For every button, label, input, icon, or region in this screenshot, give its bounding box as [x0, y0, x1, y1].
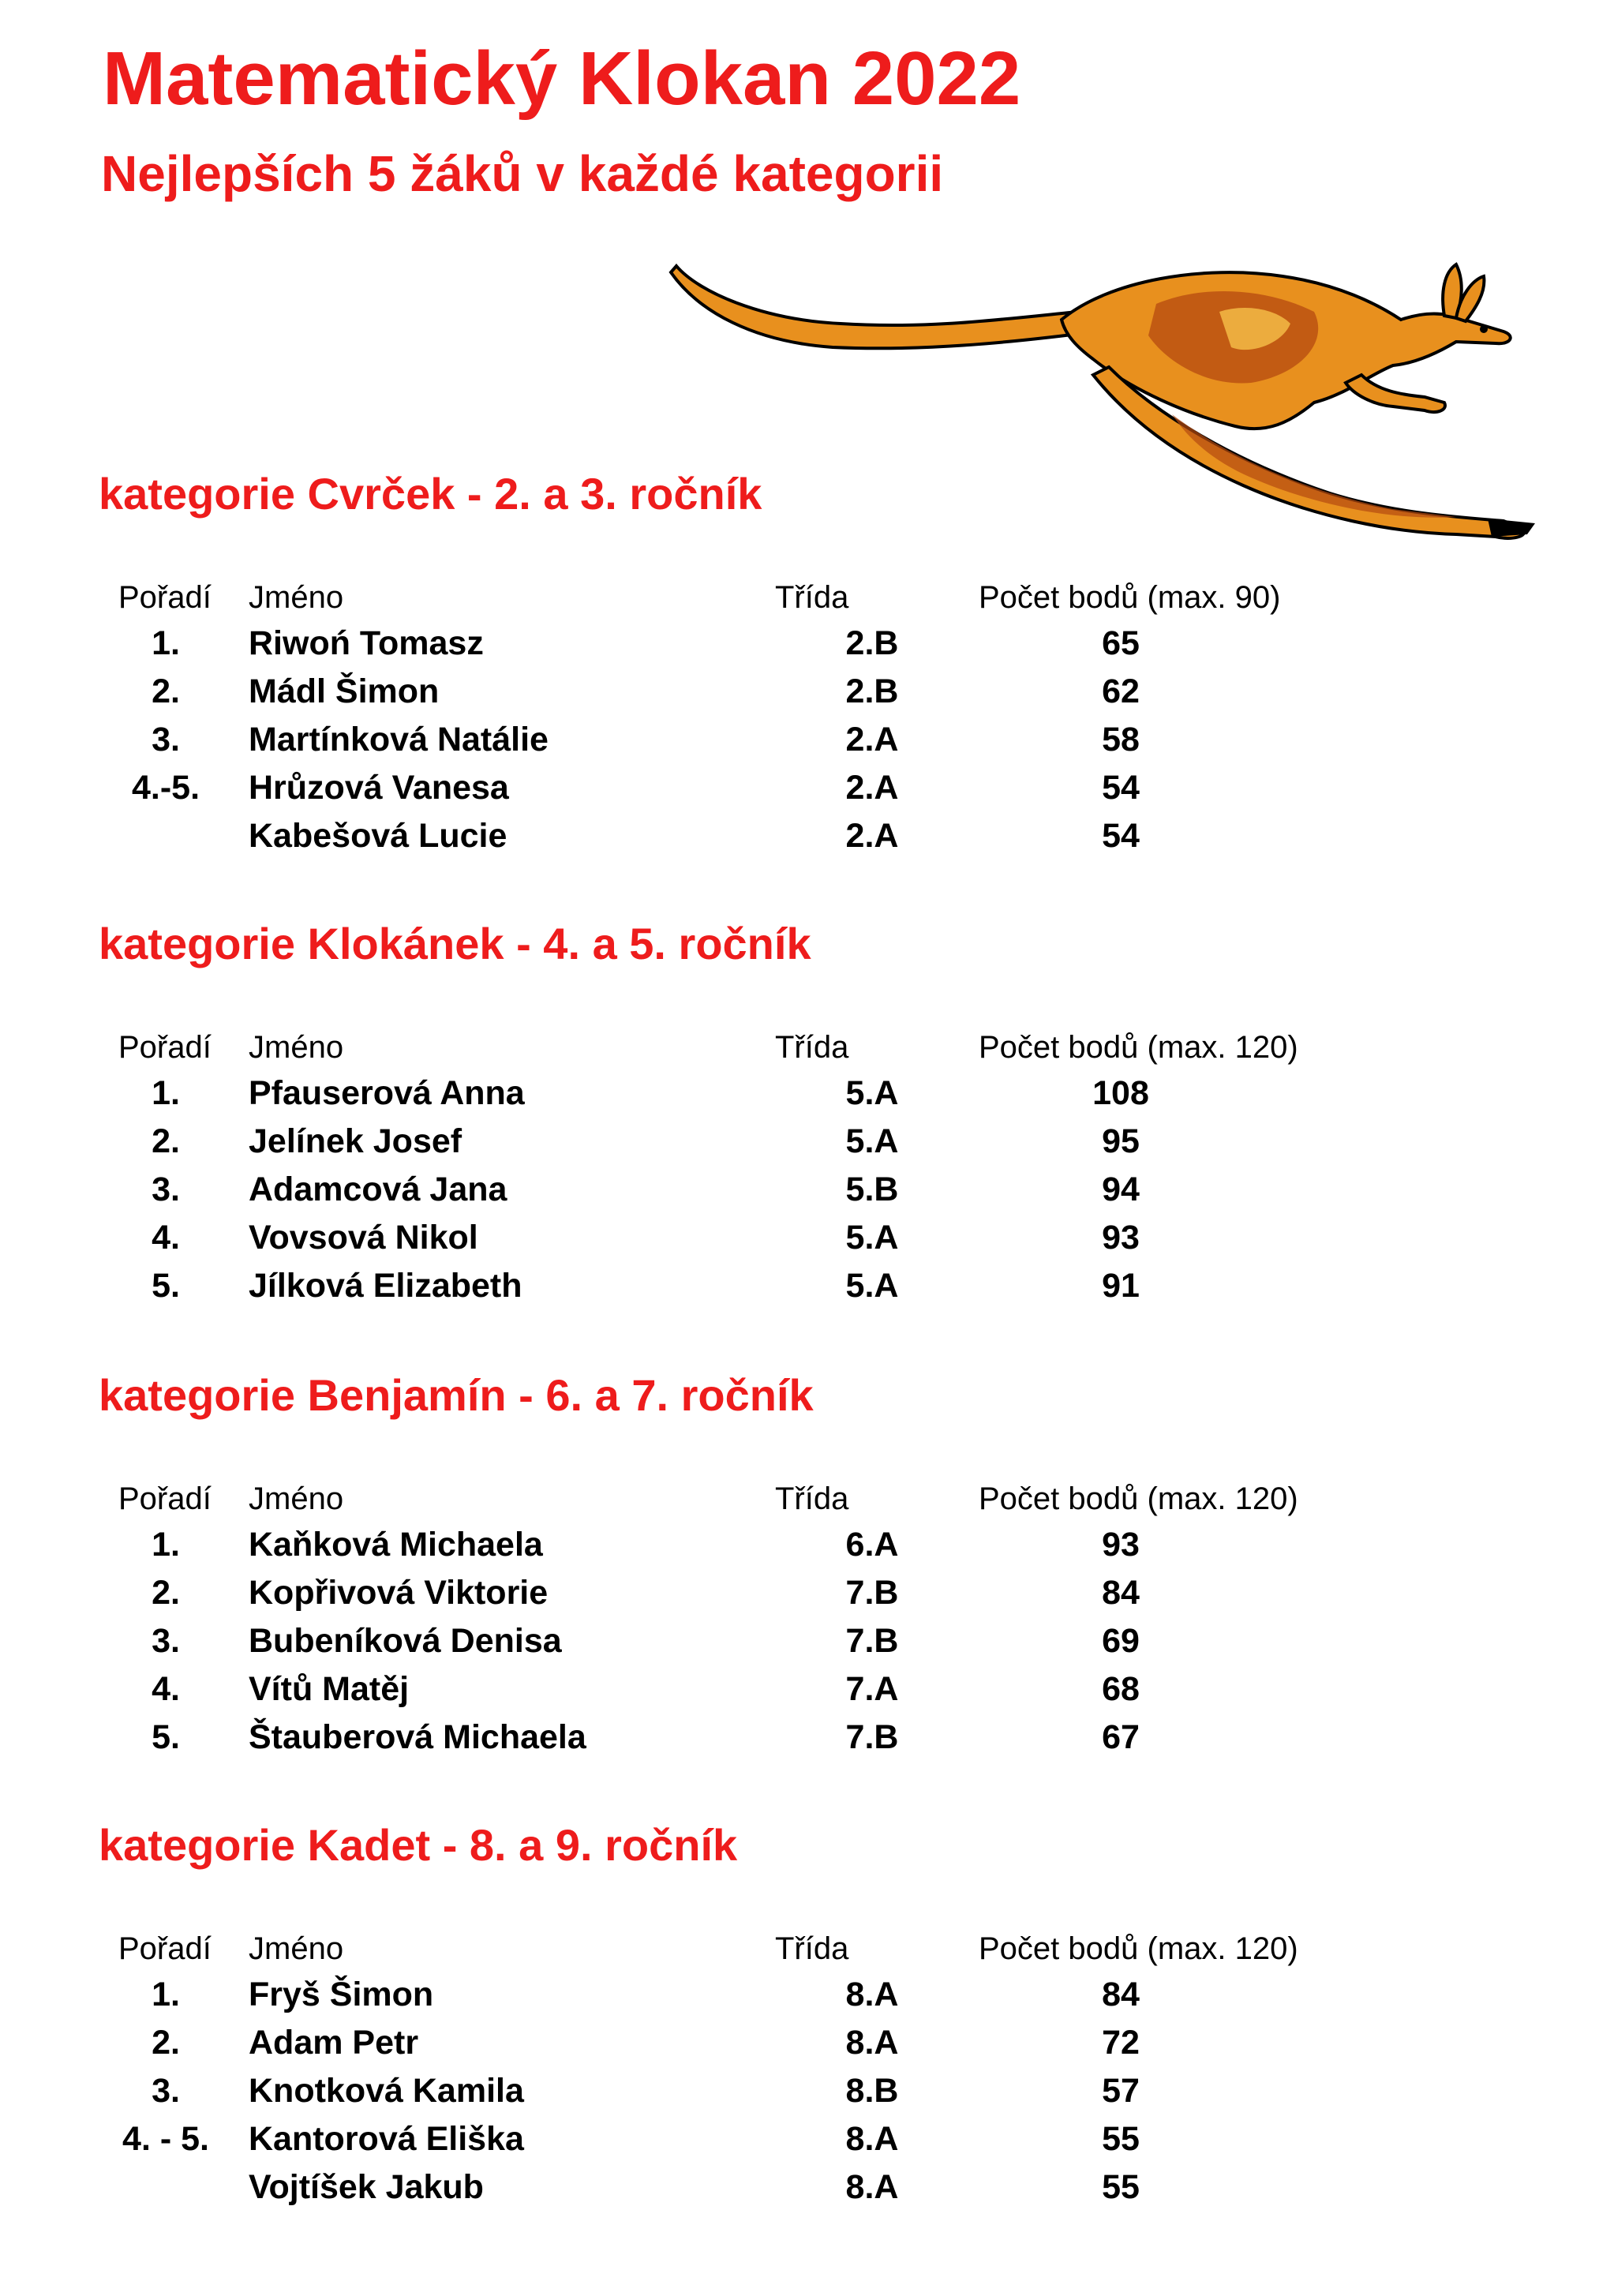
category-heading: kategorie Kadet - 8. a 9. ročník [99, 1820, 738, 1870]
student-name-cell: Knotková Kamila [249, 2072, 524, 2110]
student-name-cell: Fryš Šimon [249, 1976, 434, 2013]
table-header [0, 1032, 1599, 1079]
table-row [0, 723, 1599, 770]
student-name-cell: Jílková Elizabeth [249, 1267, 522, 1305]
student-name-cell: Pfauserová Anna [249, 1074, 525, 1112]
student-name-cell: Martínková Natálie [249, 721, 549, 758]
class-cell: 8.A [845, 1976, 899, 2013]
student-name-cell: Adam Petr [249, 2024, 419, 2062]
table-row [0, 1672, 1599, 1720]
class-cell: 7.B [845, 1622, 899, 1660]
class-cell: 5.A [845, 1074, 899, 1112]
points-cell: 94 [1102, 1170, 1140, 1208]
column-header-class: Třída [775, 1481, 849, 1516]
table-row [0, 1718, 1599, 1768]
student-name-cell: Vojtíšek Jakub [249, 2168, 484, 2206]
class-cell: 6.A [845, 1526, 899, 1564]
column-header-rank: Pořadí [118, 1931, 212, 1966]
points-cell: 91 [1102, 1267, 1140, 1305]
category-heading: kategorie Cvrček - 2. a 3. ročník [99, 469, 762, 519]
rank-cell: 4.-5. [131, 769, 200, 807]
column-header-name: Jméno [249, 1931, 344, 1966]
points-cell: 57 [1102, 2072, 1140, 2110]
points-cell: 72 [1102, 2024, 1140, 2062]
column-header-name: Jméno [249, 1481, 344, 1516]
student-name-cell: Hrůzová Vanesa [249, 769, 509, 807]
points-cell: 65 [1102, 624, 1140, 662]
class-cell: 7.B [845, 1718, 899, 1756]
rank-cell: 1. [152, 1976, 180, 2013]
rank-cell: 3. [152, 1622, 180, 1660]
column-header-points: Počet bodů (max. 90) [979, 580, 1281, 615]
rank-cell: 5. [152, 1718, 180, 1756]
student-name-cell: Štauberová Michaela [249, 1718, 586, 1756]
table-row [0, 1624, 1599, 1672]
class-cell: 2.B [845, 672, 899, 710]
table-header [0, 582, 1599, 629]
kangaroo-eye [1480, 325, 1488, 333]
table-row [0, 819, 1599, 867]
table-row [0, 672, 1599, 722]
column-header-class: Třída [775, 1030, 849, 1065]
table-row [0, 2122, 1599, 2170]
student-name-cell: Kantorová Eliška [249, 2120, 524, 2158]
category-heading: kategorie Benjamín - 6. a 7. ročník [99, 1370, 814, 1420]
rank-cell: 2. [152, 672, 180, 710]
points-cell: 95 [1102, 1122, 1140, 1160]
table-header [0, 1483, 1599, 1530]
points-cell: 108 [1092, 1074, 1149, 1112]
category-heading: kategorie Klokánek - 4. a 5. ročník [99, 919, 811, 968]
table-row [0, 1122, 1599, 1172]
student-name-cell: Vovsová Nikol [249, 1219, 478, 1257]
points-cell: 84 [1102, 1976, 1140, 2013]
points-cell: 93 [1102, 1526, 1140, 1564]
table-row [0, 771, 1599, 818]
column-header-points: Počet bodů (max. 120) [979, 1481, 1298, 1516]
class-cell: 2.B [845, 624, 899, 662]
rank-cell: 4. - 5. [122, 2120, 209, 2158]
rank-cell: 1. [152, 1526, 180, 1564]
column-header-rank: Pořadí [118, 1030, 212, 1065]
table-row [0, 2026, 1599, 2073]
class-cell: 2.A [845, 721, 899, 758]
kangaroo-foot [1488, 519, 1535, 537]
kangaroo-illustration [667, 257, 1535, 549]
column-header-name: Jméno [249, 580, 344, 615]
points-cell: 68 [1102, 1670, 1140, 1708]
column-header-points: Počet bodů (max. 120) [979, 1030, 1298, 1065]
rank-cell: 1. [152, 1074, 180, 1112]
table-row [0, 1221, 1599, 1268]
rank-cell: 4. [152, 1219, 180, 1257]
points-cell: 67 [1102, 1718, 1140, 1756]
points-cell: 54 [1102, 817, 1140, 855]
table-header [0, 1933, 1599, 1980]
rank-cell: 2. [152, 1574, 180, 1612]
class-cell: 5.A [845, 1219, 899, 1257]
rank-cell: 3. [152, 2072, 180, 2110]
points-cell: 84 [1102, 1574, 1140, 1612]
table-row [0, 624, 1599, 674]
rank-cell: 1. [152, 624, 180, 662]
class-cell: 5.A [845, 1122, 899, 1160]
class-cell: 2.A [845, 769, 899, 807]
column-header-rank: Pořadí [118, 580, 212, 615]
rank-cell: 4. [152, 1670, 180, 1708]
table-row [0, 1528, 1599, 1575]
points-cell: 55 [1102, 2168, 1140, 2206]
column-header-points: Počet bodů (max. 120) [979, 1931, 1298, 1966]
points-cell: 69 [1102, 1622, 1140, 1660]
class-cell: 8.B [845, 2072, 899, 2110]
student-name-cell: Kabešová Lucie [249, 817, 507, 855]
table-row [0, 2168, 1599, 2218]
table-row [0, 1074, 1599, 1124]
points-cell: 55 [1102, 2120, 1140, 2158]
points-cell: 58 [1102, 721, 1140, 758]
points-cell: 93 [1102, 1219, 1140, 1257]
page-title: Matematický Klokan 2022 [103, 36, 1021, 121]
class-cell: 7.B [845, 1574, 899, 1612]
class-cell: 5.A [845, 1267, 899, 1305]
column-header-class: Třída [775, 1931, 849, 1966]
kangaroo-tail [671, 266, 1097, 348]
class-cell: 2.A [845, 817, 899, 855]
points-cell: 54 [1102, 769, 1140, 807]
rank-cell: 3. [152, 721, 180, 758]
rank-cell: 3. [152, 1170, 180, 1208]
table-row [0, 1576, 1599, 1624]
student-name-cell: Riwoń Tomasz [249, 624, 484, 662]
student-name-cell: Bubeníková Denisa [249, 1622, 562, 1660]
points-cell: 62 [1102, 672, 1140, 710]
class-cell: 8.A [845, 2024, 899, 2062]
table-row [0, 2074, 1599, 2122]
rank-cell: 2. [152, 1122, 180, 1160]
column-header-rank: Pořadí [118, 1481, 212, 1516]
class-cell: 8.A [845, 2168, 899, 2206]
student-name-cell: Kopřivová Viktorie [249, 1574, 549, 1612]
page-subtitle: Nejlepších 5 žáků v každé kategorii [101, 145, 944, 202]
class-cell: 5.B [845, 1170, 899, 1208]
class-cell: 7.A [845, 1670, 899, 1708]
table-row [0, 1978, 1599, 2025]
student-name-cell: Adamcová Jana [249, 1170, 507, 1208]
kangaroo-front-leg [1346, 375, 1445, 412]
rank-cell: 5. [152, 1267, 180, 1305]
class-cell: 8.A [845, 2120, 899, 2158]
column-header-class: Třída [775, 580, 849, 615]
student-name-cell: Mádl Šimon [249, 672, 440, 710]
column-header-name: Jméno [249, 1030, 344, 1065]
student-name-cell: Jelínek Josef [249, 1122, 462, 1160]
rank-cell: 2. [152, 2024, 180, 2062]
student-name-cell: Kaňková Michaela [249, 1526, 543, 1564]
table-row [0, 1269, 1599, 1317]
student-name-cell: Vítů Matěj [249, 1670, 410, 1708]
table-row [0, 1170, 1599, 1220]
